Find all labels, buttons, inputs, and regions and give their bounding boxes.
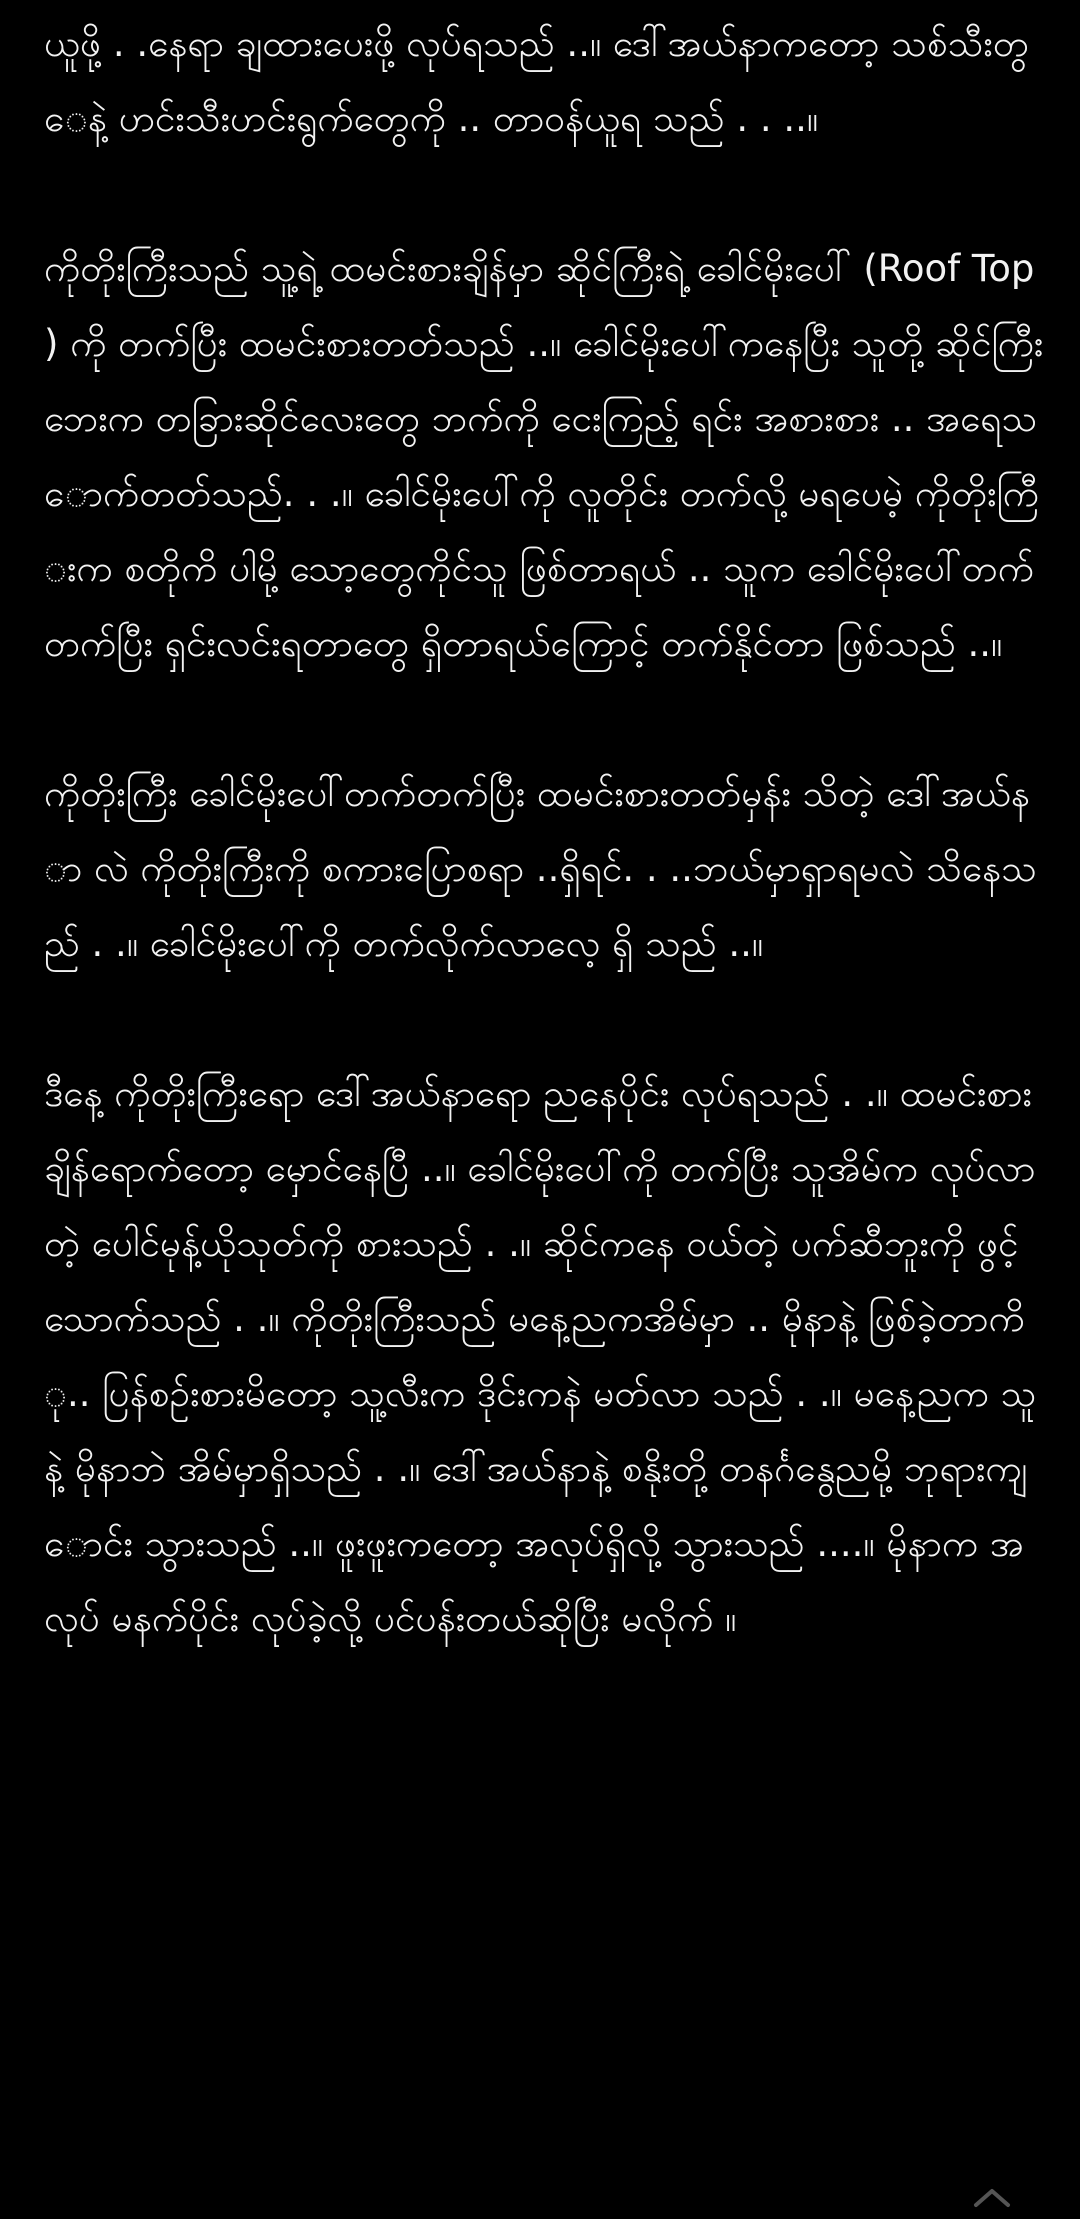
- reading-view[interactable]: [44, 6, 1044, 1656]
- paragraph-4: ဒီနေ့ ကိုတိုးကြီးရော ဒေါ်အယ်နာရော ညနေပိုင်း လုပ်ရသည် . .။ ထမင်းစားချိန်ရောက်တော့ မှောင်နေပြီ ..။ ခေါင်မိုးပေါ်ကို တက်ပြီး သူအိမ်က လုပ်လာတဲ့ ပေါင်မုန့်ယိုသုတ်ကို စားသည် . .။ ဆိုင်ကနေ ဝယ်တဲ့ ပက်ဆီဘူးကို ဖွင့်သောက်သည် . .။ ကိုတိုးကြီးသည် မနေ့ညကအိမ်မှာ .. မိုနာနဲ့ ဖြစ်ခဲ့တာကို.. ပြန်စဥ်းစားမိတော့ သူ့လီးက ဒိုင်းကနဲ မတ်လာ သည် . .။ မနေ့ညက သူနဲ့ မိုနာဘဲ အိမ်မှာရှိသည် . .။ ဒေါ်အယ်နာနဲ့ စနိုးတို့ တနင်္ဂနွေညမို့ ဘုရားကျောင်း သွားသည် ..။ ဖူးဖူးကတော့ အလုပ်ရှိလို့ သွားသည် ....။ မိုနာက အလုပ် မနက်ပိုင်း လုပ်ခဲ့လို့ ပင်ပန်းတယ်ဆိုပြီး မလိုက် ။: [44, 1072, 1037, 1640]
- paragraph-1: ယူဖို့ . .နေရာ ချထားပေးဖို့ လုပ်ရသည် ..။ ဒေါ်အယ်နာကတော့ သစ်သီးတွေနဲ့ ဟင်းသီးဟင်းရွက်တွေကို .. တာဝန်ယူရ သည် . . ..။: [44, 22, 1029, 140]
- scroll-to-top-button[interactable]: [972, 2185, 1012, 2209]
- chevron-up-icon: [972, 2185, 1012, 2209]
- paragraph-2: ကိုတိုးကြီးသည် သူ့ရဲ့ ထမင်းစားချိန်မှာ ဆိုင်ကြီးရဲ့ ခေါင်မိုးပေါ် (Roof Top ) ကို တက်ပြီး ထမင်းစားတတ်သည် ..။ ခေါင်မိုးပေါ်ကနေပြီး သူတို့ ဆိုင်ကြီး ဘေးက တခြားဆိုင်လေးတွေ ဘက်ကို ငေးကြည့် ရင်း အစားစား .. အရေသောက်တတ်သည်. . .။ ခေါင်မိုးပေါ်ကို လူတိုင်း တက်လို့ မရပေမဲ့ ကိုတိုးကြီးက စတိုကိ ပါမို့ သော့တွေကိုင်သူ ဖြစ်တာရယ် .. သူက ခေါင်မိုးပေါ်တက်တက်ပြီး ရှင်းလင်းရတာတွေ ရှိတာရယ်ကြောင့် တက်နိုင်တာ ဖြစ်သည် ..။: [44, 247, 1044, 665]
- paragraph-3: ကိုတိုးကြီး ခေါင်မိုးပေါ်တက်တက်ပြီး ထမင်းစားတတ်မှန်း သိတဲ့ ဒေါ်အယ်နာ လဲ ကိုတိုးကြီးကို စကားပြောစရာ ..ရှိရင်. . ..ဘယ်မှာရှာရမလဲ သိနေသည် . .။ ခေါင်မိုးပေါ်ကို တက်လိုက်လာလေ့ ရှိ သည် ..။: [44, 772, 1037, 965]
